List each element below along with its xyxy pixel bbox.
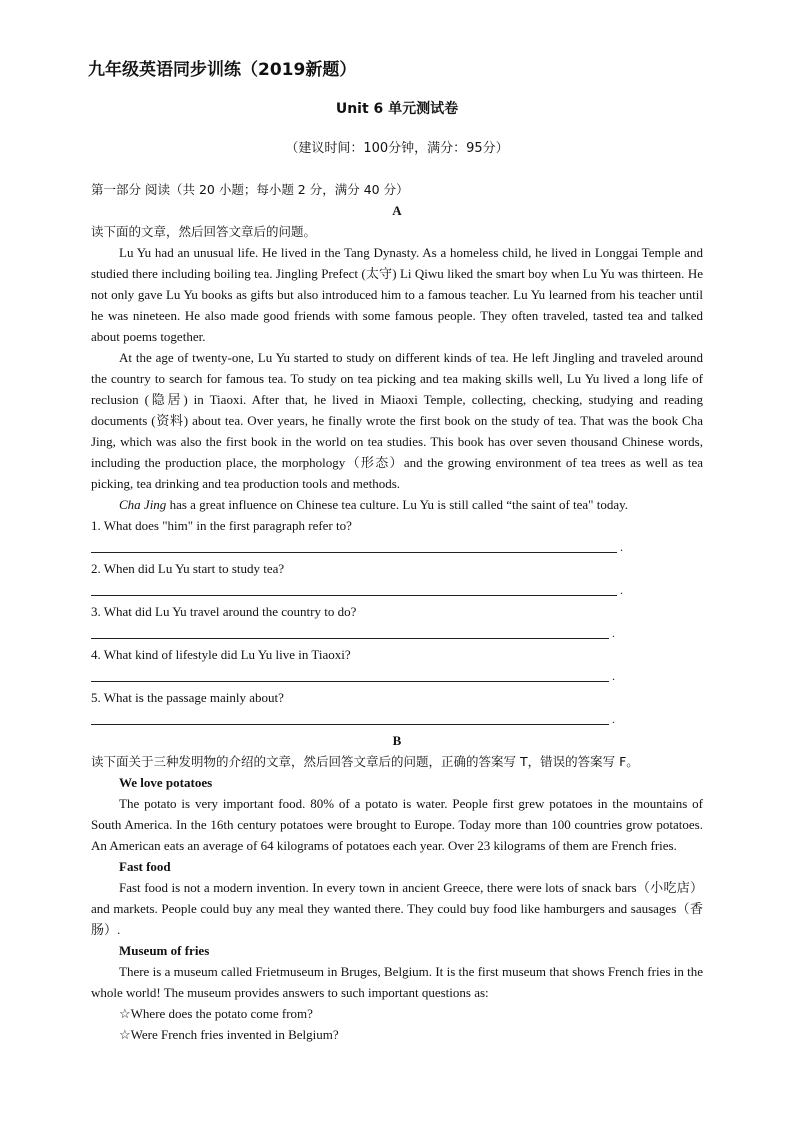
part-heading: 第一部分 阅读（共 20 小题；每小题 2 分，满分 40 分） bbox=[91, 182, 409, 197]
answer-line[interactable] bbox=[91, 622, 615, 640]
bullet-item: ☆Where does the potato come from? bbox=[119, 1006, 313, 1021]
unit-title: Unit 6 单元测试卷 bbox=[335, 101, 459, 117]
block-text: Fast food is not a modern invention. In every town in ancient Greece, there were lots of snack bars（小吃店）and markets. People could buy any meal they wanted there. They could buy food like hamburgers and sausages（香肠）. bbox=[91, 880, 703, 937]
block-heading: Museum of fries bbox=[119, 943, 210, 958]
answer-line[interactable] bbox=[91, 536, 623, 554]
passage-paragraph: Lu Yu had an unusual life. He lived in the Tang Dynasty. As a homeless child, he lived in Longgai Temple and studied there including boiling tea. Jingling Prefect (太守) Li Qiwu liked the smart boy when Lu Yu was thirteen. He not only gave Lu Yu books as gifts but also introduced him to a famous teacher. Lu Yu learned from his teacher until he was nineteen. He also made good friends with some famous people. They often traveled, tasted tea and talked about poems together. bbox=[91, 245, 703, 344]
answer-end: . bbox=[612, 712, 615, 726]
passage-text: has a great influence on Chinese tea culture. Lu Yu is still called “the saint of tea" today. bbox=[166, 497, 629, 512]
document-body bbox=[91, 179, 703, 1045]
question: 1. What does "him" in the first paragraph refer to? bbox=[91, 518, 352, 533]
passage-paragraph bbox=[91, 494, 703, 515]
document-title: 九年级英语同步训练（2019新题） bbox=[88, 60, 357, 80]
question: 4. What kind of lifestyle did Lu Yu live in Tiaoxi? bbox=[91, 647, 351, 662]
section-b-label: B bbox=[392, 733, 402, 748]
answer-line[interactable] bbox=[91, 665, 615, 683]
block-text: The potato is very important food. 80% of a potato is water. People first grew potatoes in the mountains of South America. In the 16th century potatoes were brought to Europe. Today more than 100 countries grow potatoes. An American eats an average of 64 kilograms of potatoes each year. Over 23 kilograms of them are French fries. bbox=[91, 796, 703, 853]
answer-line[interactable] bbox=[91, 579, 623, 597]
question: 2. When did Lu Yu start to study tea? bbox=[91, 561, 285, 576]
question: 5. What is the passage mainly about? bbox=[91, 690, 284, 705]
section-a-instruction: 读下面的文章，然后回答文章后的问题。 bbox=[91, 224, 317, 239]
book-title: Cha Jing bbox=[119, 497, 167, 512]
answer-end: . bbox=[620, 583, 623, 597]
passage-paragraph: At the age of twenty-one, Lu Yu started to study on different kinds of tea. He left Jingling and traveled around the country to search for famous tea. To study on tea picking and tea making skills well, Lu Yu lived a long life of reclusion (隐居) in Tiaoxi. After that, he lived in Miaoxi Temple, collecting, checking, studying and reading documents (资料) about tea. Over years, he finally wrote the first book on the study of tea. That was the book Cha Jing, which was also the first book in the world on tea studies. This book has over seven thousand Chinese words, including the production place, the morphology（形态）and the growing environment of tea trees as well as tea picking, tea drinking and tea production tools and methods. bbox=[91, 350, 703, 491]
bullet-item: ☆Were French fries invented in Belgium? bbox=[119, 1027, 339, 1042]
block-heading: Fast food bbox=[119, 859, 171, 874]
answer-end: . bbox=[612, 626, 615, 640]
answer-end: . bbox=[612, 669, 615, 683]
section-b-instruction: 读下面关于三种发明物的介绍的文章，然后回答文章后的问题，正确的答案写 T，错误的答案写 F。 bbox=[91, 754, 639, 769]
answer-line[interactable] bbox=[91, 708, 615, 726]
test-info: （建议时间：100分钟，满分：95分） bbox=[285, 141, 509, 156]
answer-end: . bbox=[620, 540, 623, 554]
block-text: There is a museum called Frietmuseum in Bruges, Belgium. It is the first museum that shows French fries in the whole world! The museum provides answers to such important questions as: bbox=[91, 964, 703, 1000]
block-heading: We love potatoes bbox=[119, 775, 213, 790]
question: 3. What did Lu Yu travel around the country to do? bbox=[91, 604, 357, 619]
section-a-label: A bbox=[392, 203, 402, 218]
